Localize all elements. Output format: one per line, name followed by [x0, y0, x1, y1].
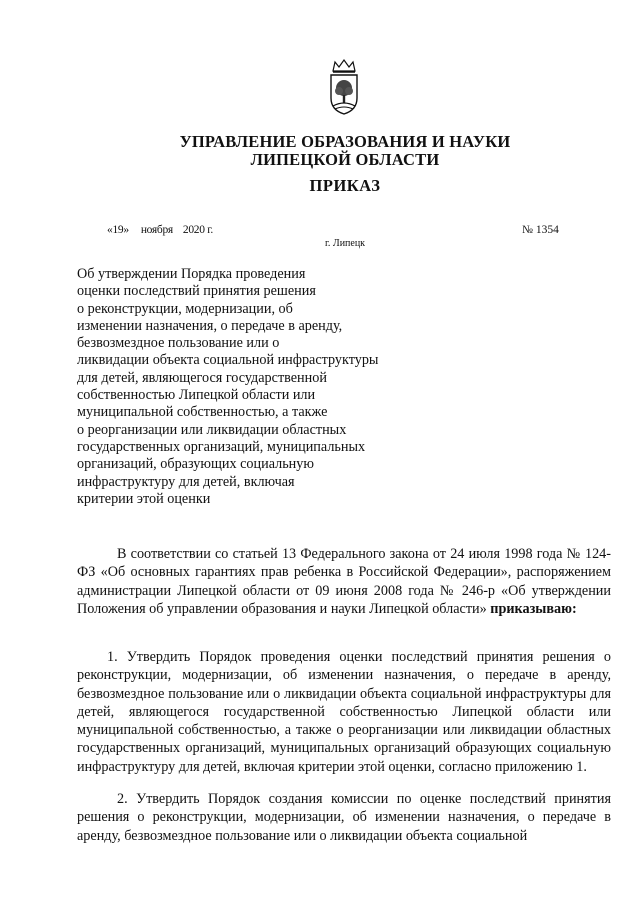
lipetsk-coat-of-arms-icon — [327, 58, 361, 116]
order-date-year: 2020 г. — [182, 224, 213, 236]
order-number: № 1354 — [522, 224, 559, 236]
subject-line: изменении назначения, о передаче в аренду, — [77, 317, 343, 334]
subject-line: Об утверждении Порядка проведения — [77, 266, 306, 282]
order-item-1: 1. Утвердить Порядок проведения оценки последствий принятия решения о реконструкции, модернизации, об изменении назначения, о передаче в аренду, безвозмездное пользование или о ликвидации объекта социальной инфраструктуры для детей, являющегося государственной собственностью Липецкой области или муниципальной собственностью, а также о реорганизации или ликвидации областных государственных организаций, муниципальных организаций образующих социальную инфраструктуру для детей, включая критерии этой оценки, согласно приложению 1. — [77, 649, 611, 775]
order-city: г. Липецк — [324, 238, 366, 249]
subject-line: оценки последствий принятия решения — [77, 283, 316, 300]
subject-line: организаций, образующих социальную — [77, 456, 314, 473]
subject-line: критерии этой оценки — [77, 490, 211, 507]
subject-line: о реорганизации или ликвидации областных — [77, 421, 347, 438]
subject-line: муниципальной собственностью, а также — [77, 404, 328, 421]
order-date — [107, 224, 213, 236]
preamble-text: В соответствии со статьей 13 Федерального закона от 24 июля 1998 года № 124-ФЗ «Об основных гарантиях прав ребенка в Российской Федерации», распоряжением администрации Липецкой области от 09 июня 2008 года № 246-р «Об утверждении Положения об управлении образования и науки Липецкой области» — [77, 546, 611, 617]
order-subject — [77, 266, 417, 508]
subject-line: собственностью Липецкой области или — [77, 387, 316, 404]
order-date-day: «19» — [107, 224, 129, 236]
preamble-paragraph — [77, 545, 611, 618]
subject-line: для детей, являющегося государственной — [77, 369, 327, 386]
subject-line: ликвидации объекта социальной инфраструктуры — [77, 352, 379, 369]
preamble-order-word: приказываю: — [490, 600, 577, 617]
order-item-2: 2. Утвердить Порядок создания комиссии по оценке последствий принятия решения о реконструкции, модернизации, об изменении назначения, о передаче в аренду, безвозмездное пользование или о ликвидации объекта социальной — [77, 791, 611, 844]
organization-region: ЛИПЕЦКОЙ ОБЛАСТИ — [250, 150, 440, 169]
subject-line: государственных организаций, муниципальных — [77, 438, 366, 455]
subject-line: безвозмездное пользование или о — [77, 335, 280, 352]
order-date-month: ноября — [140, 224, 173, 236]
organization-name: УПРАВЛЕНИЕ ОБРАЗОВАНИЯ И НАУКИ — [179, 132, 511, 151]
subject-line: инфраструктуру для детей, включая — [77, 473, 295, 490]
subject-line: о реконструкции, модернизации, об — [77, 300, 293, 317]
document-type: ПРИКАЗ — [309, 176, 381, 195]
